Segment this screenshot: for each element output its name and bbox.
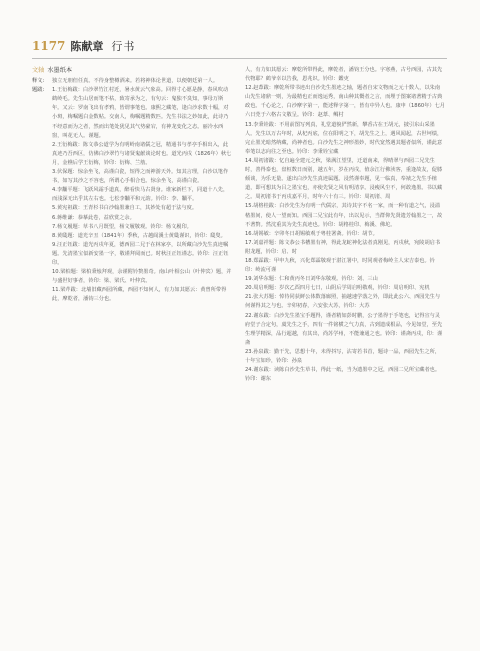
translation-text: 独立无朋但任真。不待身整樽酒来。若将神体论世道，以便朝廷第一人。 (52, 78, 219, 85)
notes-entry (32, 86, 232, 304)
running-title: 行书 (111, 40, 136, 53)
note-item: 4.李黼平题：飞跃风霜手道真，醉看快马古贤身。谁家新栏下，同道十八先，而浅深无出乎其左右也。七松李黼平和元韵。钤印：李、黼平。 (52, 187, 229, 203)
note-item: 17.刘嘉祥题：陈文恭公书槽墨有神，得此龙蛇神化法者真刚见，丙戌秋，宛陵胡启书附龙题，钤印：启、时 (245, 239, 441, 255)
note-item: 1.王衍梅跋：白沙翠竹江村近，暑水黄云气象高。回得寸心愿是静，春风吹动鹤岭毛。先生山居而笔不枯，致寄承为之，有句云：鬼独不臭知，事母万斯年。又云：罗南飞出有孝鸦，皆谓事笔也。康熙之藏笔，逢白沙求数十幅，对小斑，梅嘱题白金数帖。交南人，梅嘱题精数匹。先生书法之妙如此，此诗乃不经意而为之者，然而出笔处犹见其气势豪宕，有神龙变化之态。丽冷水西窗，叫花无人。谨题。 (52, 87, 229, 139)
page-number: 1177 (32, 39, 66, 53)
note-item: 14.周初渚跋：忆自遍全建元之秋，梁满江望里，迁道南来，得晴翠与西园二兄先生时，善得泰也，盘桓数日而别，越五年，岁在丙戌，值余江行佛渎客，重逢故友，促膝倾谈，为乐无量。遂出白沙先生真迹属题。浸然谨奉题，见一临真，奉裱之先生手植道，即可想其为吕之墨宝也，亦使先贤之风有明清享。浸瘦风尘不，何敢逸墨。书以藏之。周初渚书于丙戌嘉平月，时年六十有三。钤印：周初渚、周 (245, 157, 443, 201)
note-item: 23.孙泉跋：勤干先，思想十年，未得抖写，沾寄若书首，题诗一品，西园先生之所，十年宝如珍，铃印：孙泉 (245, 348, 441, 364)
header-rule (32, 58, 447, 59)
note-item: 20.周启明题：岁次乙酉四月七日，山阴后学周启明敬观，钤印：周启明印、宪机 (245, 285, 430, 292)
left-column (32, 66, 232, 304)
note-item: 3.伏保题：惊余坐飞，高谨白瓷，短得之而神游天外。知其言理，白沙以笔作书，如写其沙之不容也，所谓心手相合也。惊余坐飞，高谨白瓷。 (52, 169, 229, 185)
notes-left-list (52, 86, 232, 304)
note-item: 18.郑霖跋：甲申九秋，兴化郑霖敬观于湛江署中，时同观者梅岭主人宋吉泰也。钤印：岭流可谨 (245, 257, 435, 274)
document-title-text: 水墨纸本 (47, 67, 73, 74)
document-title (32, 66, 232, 75)
document-title-label: 文轴 (32, 67, 45, 74)
note-item: 8.黄瓞题：道光辛丑（1841年）季秋，古越阆溪士黄瓞谨识，铃印：瓞叟。 (52, 232, 226, 239)
note-item: 24.谢东跋：读陈白沙先生草书，得此一纸，当为遗墨中之冠，西园二兄所宝藏者也。钤印：谢东 (245, 367, 441, 383)
note-item: 2.王衍梅跋：陈文恭公道学为有明岭南诸儒之冠，精通书与孝亭手相出入，此真迹乃吾西区，仿佛白沙翠竹与诸贤鬼献谈论时也。道光丙戌（1826年）秋七月，金樵后学王衍梅，铃印：衍梅、兰舫。 (52, 141, 232, 166)
note-item: 11.梁芹跋：北墙旧藏西园所藏，西园不知何人，有力如其愿云：黄曾所带得此，摩乾者，潘钧三分也。 (52, 287, 227, 303)
notes-label: 题跋: (32, 87, 45, 94)
section-title: 陈献章 (70, 40, 104, 53)
note-item: 7.杨文履题：草书八月既望，杨文履敬观。铃印：杨文履印。 (52, 223, 192, 230)
note-item: 10.梁柏题：梁柏秉烛拜观，余谨附钤赘墨奇。南山叶相公山（叶仲宾）题，并与盛世好事者，铃印：梁、梁氏、叶仲宾。 (52, 269, 232, 285)
page-header (32, 38, 135, 56)
note-item: 6.蒋维谦：恭摹此卷，益欣赏之余。 (52, 214, 135, 221)
translation-entry (32, 77, 232, 86)
translation-label: 释文: (32, 78, 45, 85)
note-item: 人，有力如其愿云：摩乾所带得此，摩乾者，潘钧王分也。字寒燕，古号西园，古其先代物耶？鹤爷幸以告我，恩兆识。钤印：鑑吏 (245, 67, 443, 83)
note-item: 21.张大苏题：悼待同获鲜公体数落廊照，抽越速学落之外，即此此公六、西园先生与何谨得其之与也。辛卯初春，六安张大苏，钤印：大苏 (245, 294, 441, 310)
note-item: 15.胡格桂跋：白沙先生为有明一代儒宗，其诗其字不名一家，而一种有道之气，浸溢楮墨间，使人一望而知。西园二兄宝此有年，出以见示，当群仰先贤遗芳翰墨之一，故不著赘。然沈重其为先生真迹也。钤印：胡格桂印、梅溪、佛坨。 (245, 203, 443, 228)
note-item: 9.汪正钰跋：道光丙戌年夏，德西园二兄于在林家亭，以所藏白沙先生真迹嘱题。先清墨宝似新安墨一字，敬谨拜阅而已。时秋汪正钰谨志。铃印：汪正钰印。 (52, 241, 229, 266)
note-item: 19.刘华东题：仁和黄丙冬日刘华东敬观。钤印：刘、三山 (245, 276, 378, 283)
note-item: 22.谢东跋：白沙先生墨宝手题得，谨者精如彭时鹏，公子墨得于手笔也，记得宣与灵府堂子合定句，虞先生之手，四有一件铭横之气力真，古到遗成根品，今见如堂，至先生理学精深，品行超越，有其出，尚苏学州，不能兼通之也。铃印：谨斋丙戌，印：谨斋 (245, 312, 443, 346)
right-column (245, 66, 445, 384)
note-item: 16.胡锡敏：辛卯冬日胡锡敏观于粤桂署斋。钤印：胡节。 (245, 230, 378, 237)
note-item: 5.黄宪祖跋：王青杉书白沙翰墨兼自工，其妙处有超于法与度。 (52, 205, 198, 212)
note-item: 12.赵葦跋：摩乾所带书迹出自沙先生墨迹之轴，题者自宋文物而之元十数人，以朱南山先生诸鼎一则，为最精也正而逸运秀，南山种其慨者之言，而埋于图案诸著精于古典政也。千心论之，白沙摩字第一，能述释字第一，皆有中异人也。康申（1860年）七月六日莞于六格古文敬呈。铃印：赵葦、鲷村 (245, 85, 445, 119)
note-item: 13.李秉铨跋：不用前图写列真，礼堂道貌俨然新，攀香古在王胡元，披引东山采墨人。先生以万古年时，从杞丙底，位在阳明之下，胡先生之上，遇风闻起，古世坷绩，完止墨光暗然纳藏，尚神者也。白沙先生之神形墨妙，时代宽然遇其题者似所，谨此意奉笔以志向往之至也。钤印：李秉铨宝藏 (245, 121, 443, 155)
